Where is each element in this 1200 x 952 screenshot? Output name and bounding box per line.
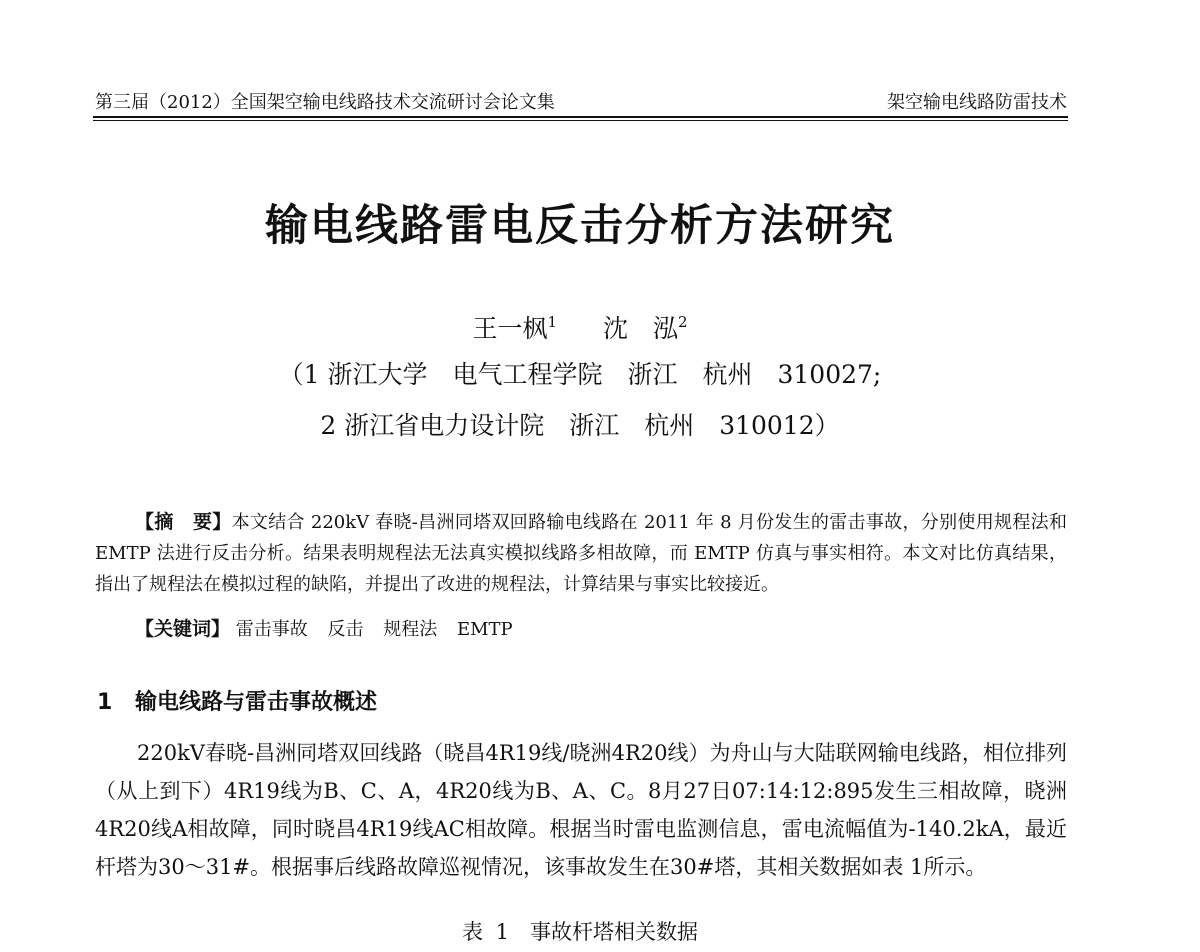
section-topic: 架空输电线路防雷技术	[887, 92, 1067, 113]
keywords	[135, 614, 527, 645]
paper-title: 输电线路雷电反击分析方法研究	[265, 201, 895, 251]
keyword: 反击	[327, 619, 364, 640]
keyword: 雷击事故	[235, 619, 308, 640]
author-line	[0, 302, 1160, 349]
author-affil-mark: 2	[677, 313, 688, 331]
proceedings-title: 第三届（2012）全国架空输电线路技术交流研讨会论文集	[95, 92, 555, 113]
table-caption: 表 1 事故杆塔相关数据	[461, 920, 699, 944]
author-name: 沈 泓	[602, 314, 678, 343]
section-title: 输电线路与雷击事故概述	[135, 690, 378, 715]
keywords-label: 【关键词】	[135, 618, 231, 640]
author-affil-mark: 1	[547, 313, 558, 331]
abstract-label: 【摘 要】	[135, 511, 232, 533]
keyword: EMTP	[456, 619, 513, 640]
keyword: 规程法	[383, 619, 438, 640]
abstract	[95, 507, 1067, 600]
section-number: 1	[97, 690, 113, 715]
author-name: 王一枫	[472, 314, 548, 343]
affiliation-2: 2 浙江省电力设计院 浙江 杭州 310012）	[320, 411, 840, 440]
running-header	[95, 88, 1067, 118]
header-rule-thin	[93, 120, 1068, 121]
header-rule	[93, 116, 1068, 118]
section-heading	[97, 685, 377, 721]
affiliation-1: （1 浙江大学 电气工程学院 浙江 杭州 310027;	[278, 360, 882, 389]
body-paragraph: 220kV春晓-昌洲同塔双回线路（晓昌4R19线/晓洲4R20线）为舟山与大陆联网输电线路，相位排列（从上到下）4R19线为B、C、A，4R20线为B、A、C。8月27日07:14:12:895发生三相故障，晓洲4R20线A相故障，同时晓昌4R19线AC相故障。根据当时雷电监测信息，雷电流幅值为-140.2kA，最近杆塔为30～31#。根据事后线路故障巡视情况，该事故发生在30#塔，其相关数据如表 1所示。	[95, 741, 1067, 879]
abstract-text: 本文结合 220kV 春晓-昌洲同塔双回路输电线路在 2011 年 8 月份发生的雷击事故，分别使用规程法和 EMTP 法进行反击分析。结果表明规程法无法真实模拟线路多相故障，而 EMTP 仿真与事实相符。本文对比仿真结果，指出了规程法在模拟过程的缺陷，并提出了改进的规程法，计算结果与事实比较接近。	[95, 512, 1067, 595]
